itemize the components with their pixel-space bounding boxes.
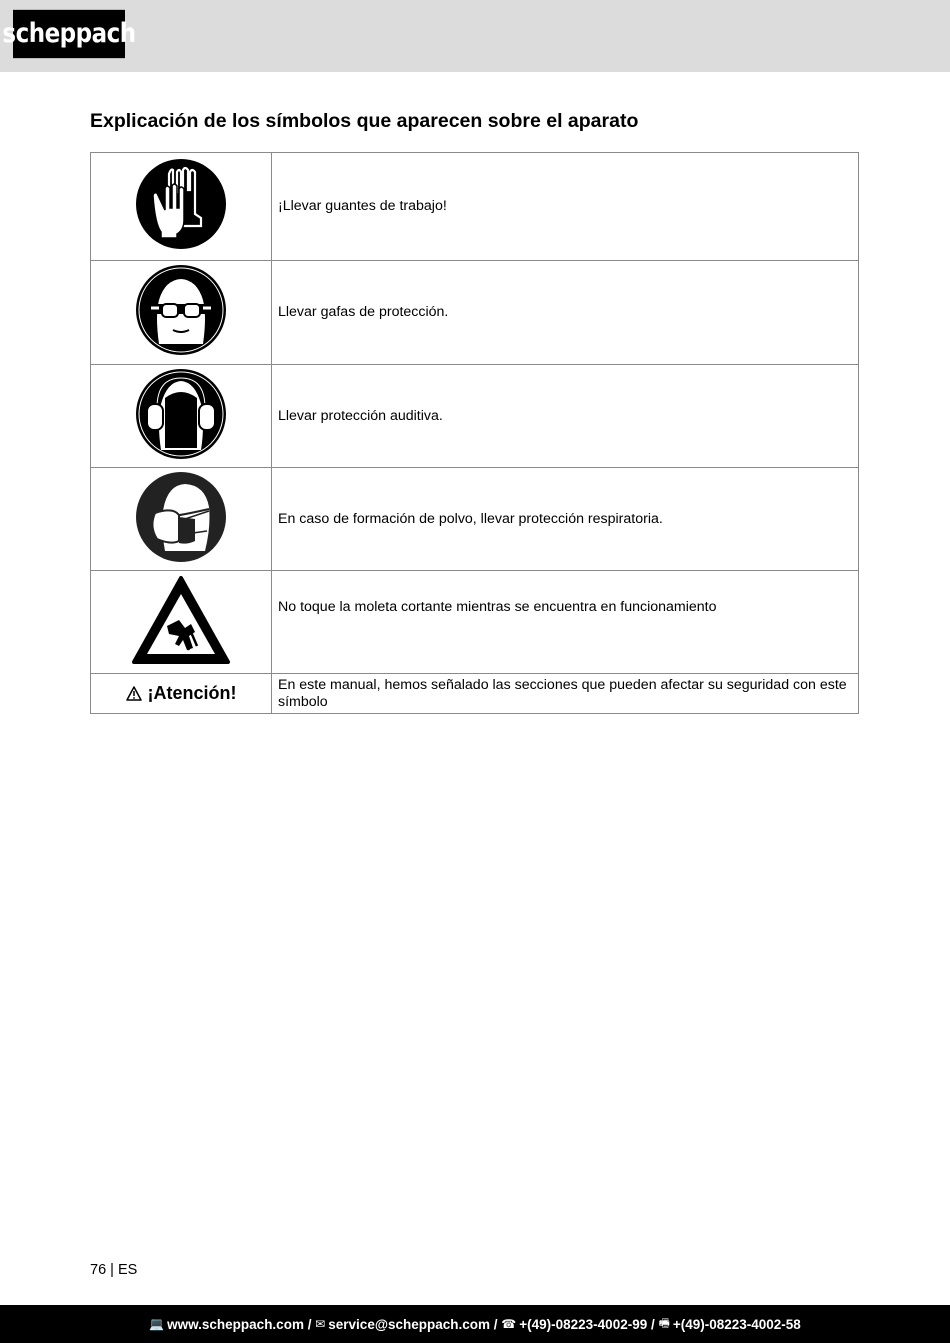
- symbol-description: Llevar gafas de protección.: [272, 261, 859, 365]
- fax-icon: 🖷: [658, 1315, 670, 1330]
- table-row: [91, 365, 859, 468]
- respirator-mask-icon: [135, 471, 227, 563]
- table-row: [91, 468, 859, 571]
- symbol-description: No toque la moleta cortante mientras se encuentra en funcionamiento: [272, 571, 859, 674]
- icon-cell: [91, 153, 272, 261]
- table-row: [91, 674, 859, 714]
- icon-cell: [91, 571, 272, 674]
- footer-email[interactable]: service@scheppach.com /: [328, 1316, 498, 1332]
- header-bar: [0, 0, 950, 72]
- hand-cutting-warning-icon: [131, 574, 231, 666]
- email-icon: ✉: [315, 1317, 326, 1331]
- table-row: [91, 261, 859, 365]
- symbol-description: En caso de formación de polvo, llevar protección respiratoria.: [272, 468, 859, 571]
- page-title: Explicación de los símbolos que aparecen sobre el aparato: [90, 110, 639, 132]
- icon-cell: [91, 674, 272, 714]
- icon-cell: [91, 261, 272, 365]
- icon-cell: [91, 468, 272, 571]
- attention-text: ¡Atención!: [147, 683, 237, 703]
- attention-label: [91, 683, 271, 704]
- symbols-table: [90, 152, 859, 714]
- table-row: [91, 153, 859, 261]
- footer-fax: +(49)-08223-4002-58: [672, 1316, 801, 1332]
- footer-web[interactable]: www.scheppach.com /: [167, 1316, 312, 1332]
- ear-protection-icon: [135, 368, 227, 460]
- page-number: 76 | ES: [90, 1262, 138, 1278]
- table-row: [91, 571, 859, 674]
- icon-cell: [91, 365, 272, 468]
- footer-bar: [0, 1305, 950, 1343]
- safety-goggles-icon: [135, 264, 227, 356]
- gloves-icon: [135, 158, 227, 250]
- symbol-description: En este manual, hemos señalado las secciones que pueden afectar su seguridad con este símbolo: [272, 674, 859, 714]
- warning-triangle-icon: [126, 686, 142, 701]
- phone-icon: ☎: [501, 1317, 517, 1331]
- brand-logo: scheppach: [13, 10, 125, 58]
- symbol-description: ¡Llevar guantes de trabajo!: [272, 153, 859, 261]
- symbol-description: Llevar protección auditiva.: [272, 365, 859, 468]
- laptop-icon: 💻: [149, 1317, 165, 1331]
- footer-phone: +(49)-08223-4002-99 /: [519, 1316, 655, 1332]
